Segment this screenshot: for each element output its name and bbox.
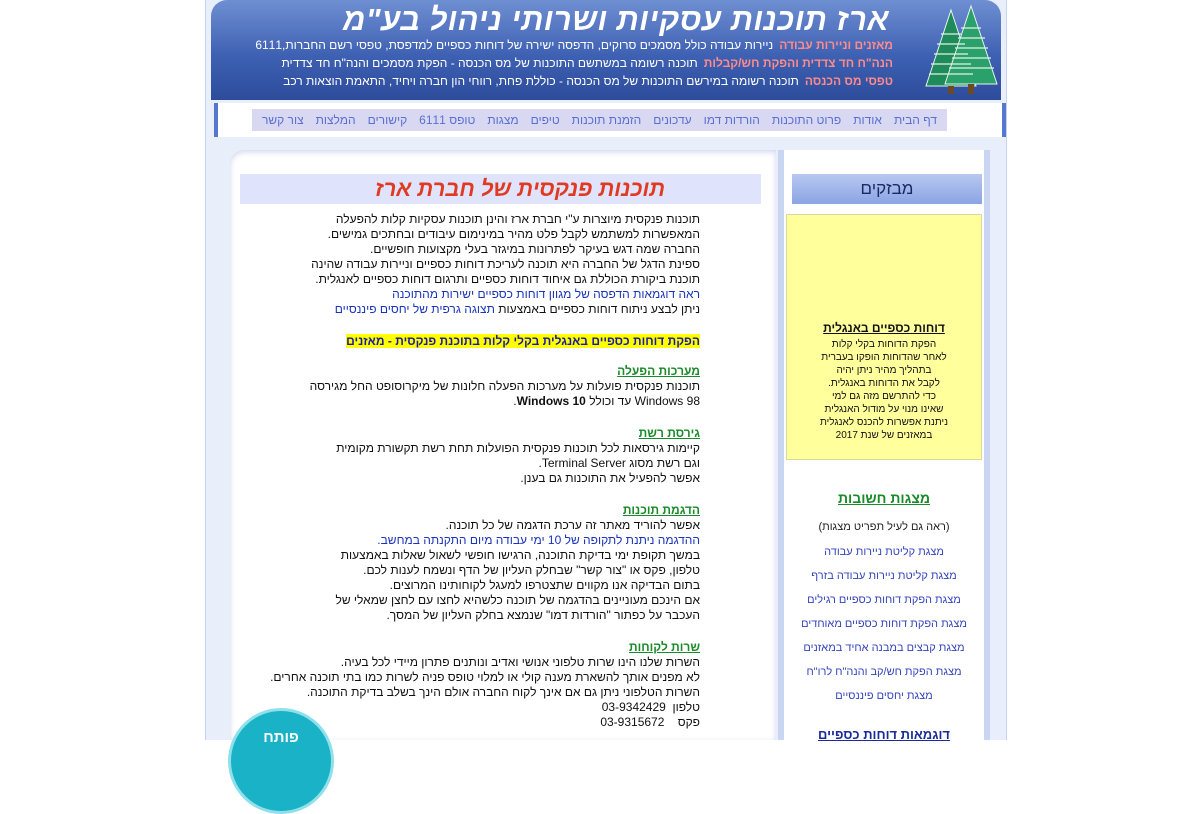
presentation-link[interactable]: מצגת יחסים פיננסיים	[835, 690, 933, 702]
header-highlight[interactable]: הנה"ח חד צדדית והפקת חש/קבלות	[703, 56, 893, 70]
page-frame	[205, 0, 1007, 746]
main-title-bar	[240, 174, 761, 204]
phone-label: טלפון	[672, 700, 700, 714]
financial-ratios-link[interactable]: תצוגה גרפית של יחסים פיננסיים	[334, 302, 495, 316]
presentation-link[interactable]: מצגת קליטת ניירות עבודה	[824, 546, 944, 558]
presentation-link[interactable]: מצגת הפקת דוחות כספיים רגילים	[807, 594, 961, 606]
print-samples-link[interactable]: ראה דוגמאות הדפסה של מגוון דוחות כספיים ישירות מהתוכנה	[392, 287, 700, 301]
nav-software-details[interactable]: פרוט התוכנות	[771, 113, 842, 127]
network-line: אפשר להפעיל את התוכנות גם בענן.	[520, 471, 700, 485]
main-content-panel	[230, 150, 776, 740]
promo-line: ניתנת אפשרות להכנס לאנגלית	[819, 417, 949, 428]
promo-title[interactable]: דוחות כספיים באנגלית	[823, 321, 945, 335]
header-line-bookkeeping	[281, 56, 893, 70]
nav-recommendations[interactable]: המלצות	[315, 113, 356, 127]
nav-links[interactable]: קישורים	[367, 113, 408, 127]
promo-line: לקבל את הדוחות באנגלית.	[828, 378, 940, 389]
header-highlight[interactable]: טפסי מס הכנסה	[804, 74, 893, 88]
promo-text	[787, 338, 981, 442]
nav-about[interactable]: אודות	[853, 113, 882, 127]
news-title-bar	[792, 174, 982, 204]
promo-line: במאזנים של שנת 2017	[835, 430, 933, 441]
main-title: תוכנות פנקסית של חברת ארז	[375, 176, 665, 201]
promo-line: בתהליך מהיר ניתן יהיה	[836, 365, 932, 376]
header-line-text: תוכנה רשומה במשתשם התוכנות של מס הכנסה - הפקת מסמכים והנה"ח חד צדדית	[281, 56, 698, 70]
intro-line: החברה שמה דגש בעיקר לפתרונות במיגזר בעלי מקצועות חופשיים.	[370, 242, 700, 256]
nav-updates[interactable]: עדכונים	[653, 113, 692, 127]
demo-line: אם הינכם מעוניינים בהדגמה של תוכנה כלשהיא לחצו עם לחצן שמאלי של	[335, 593, 700, 607]
nav-contact[interactable]: צור קשר	[261, 113, 304, 127]
nav-tips[interactable]: טיפים	[530, 113, 560, 127]
service-line: לא מפנים אותך להשארת מענה קולי או למלוי טופס פניה לשרות כמו בתי תוכנה אחרים.	[270, 670, 700, 684]
intro-line: תוכנת ביקורת הכוללת גם איחוד דוחות כספיים ותרגום דוחות כספיים לאנגלית.	[315, 272, 700, 286]
demo-line: העכבר על כפתור "הורדות דמו" שנמצא בחלק העליון של המסך.	[386, 608, 700, 622]
presentations-title[interactable]: מצגות חשובות	[837, 490, 931, 506]
demo-period-line: ההדגמה ניתנת לתקופה של 10 ימי עבודה מיום התקנתה במחשב.	[377, 533, 700, 547]
service-line: השרות הטלפוני ניתן גם אם אינך לקוח החברה אולם הינך בשלב בדיקת התוכנה.	[306, 685, 700, 699]
analysis-line	[230, 302, 700, 317]
chat-bubble-button[interactable]	[228, 708, 334, 814]
nav-form-6111[interactable]: טופס 6111	[419, 113, 476, 127]
main-nav	[214, 103, 1006, 137]
sidebar-inner	[784, 150, 984, 740]
os-line: תוכנות פנקסית פועלות על מערכות הפעלה חלונות של מיקרוסופט החל מגירסה	[309, 379, 700, 393]
phone-number: 03-9342429	[601, 700, 666, 714]
news-promo-box[interactable]	[786, 214, 982, 460]
service-section-title: שרות לקוחות	[629, 640, 700, 654]
presentation-link[interactable]: מצגת הפקת דוחות כספיים מאוחדים	[801, 618, 967, 630]
demo-line: בתום הבדיקה אנו מקווים שתצטרפו למעגל לקוחותינו המרוצים.	[389, 578, 700, 592]
demo-line: במשך תקופת ימי בדיקת התוכנה, הרגישו חופשי לשאול שאלות באמצעות	[340, 548, 700, 562]
main-text	[230, 212, 700, 730]
cedar-trees-logo	[901, 4, 1001, 94]
demo-line: אפשר להוריד מאתר זה ערכת הדגמה של כל תוכנה.	[445, 518, 700, 532]
analysis-prefix: ניתן לבצע ניתוח דוחות כספיים באמצעות	[498, 302, 700, 316]
service-line: השרות שלנו הינו שרות טלפוני אנושי ואדיב ונותנים פתרון מיידי לכל בעיה.	[340, 655, 700, 669]
promo-line: שאינו מנוי על מודול האנגלית	[824, 404, 944, 415]
presentation-link[interactable]: מצגת קליטת ניירות עבודה בזרף	[811, 570, 957, 582]
intro-line: תוכנות פנקסית מיוצרות ע"י חברת ארז והינן תוכנות עסקיות קלות להפעלה	[335, 212, 700, 226]
header-highlight[interactable]: מאזנים וניירות עבודה	[779, 38, 893, 52]
promo-line: לאחר שהדוחות הופקו בעברית	[821, 352, 947, 363]
presentations-note: (ראה גם לעיל תפריט מצגות)	[818, 521, 950, 533]
presentation-link[interactable]: מצגת הפקת חש/קב והנה"ח לרו"ח	[806, 666, 962, 678]
os-windows10: Windows 10	[516, 394, 586, 408]
header-line-balances	[255, 38, 893, 52]
network-line: וגם רשת מסוג Terminal Server.	[538, 456, 700, 470]
os-section-title: מערכות הפעלה	[617, 364, 700, 378]
demo-line: טלפון, פקס או "צור קשר" שבחלק העליון של הדף ונשמח לענות לכם.	[363, 563, 700, 577]
site-header	[211, 0, 1001, 100]
site-title: ארז תוכנות עסקיות ושרותי ניהול בע"מ	[342, 2, 889, 37]
fax-number: 03-9315672	[600, 715, 665, 729]
nav-order-software[interactable]: הזמנת תוכנות	[571, 113, 642, 127]
header-line-text: ניירות עבודה כולל מסמכים סרוקים, הדפסה ישירה של דוחות כספיים למדפסת, טפסי רשם החברות,6111	[255, 38, 774, 52]
demo-section-title: הדגמת תוכנות	[622, 503, 700, 517]
fax-label: פקס	[677, 715, 700, 729]
nav-bar	[252, 109, 947, 131]
english-reports-highlight[interactable]: הפקת דוחות כספיים באנגלית בקלי קלות בתוכנת פנקסית - מאזנים	[346, 334, 700, 348]
chat-bubble-label: פותח	[263, 729, 299, 746]
header-line-tax-forms	[283, 74, 893, 88]
header-line-text: תוכנה רשומה במירשם התוכנות של מס הכנסה - כוללת פחת, רווחי הון חברה ויחיד, התאמת הוצאות רכב	[283, 74, 799, 88]
os-line: Windows 98 עד וכולל Windows 10.	[513, 394, 700, 408]
promo-line: כדי להתרשם מזה גם למי	[831, 391, 937, 402]
os-line-prefix: Windows 98 עד וכולל	[589, 394, 700, 408]
sidebar	[778, 150, 990, 740]
nav-presentations[interactable]: מצגות	[487, 113, 519, 127]
intro-line: המאפשרות למשתמש לקבל פלט מהיר במינימום עיבודים ובחתכים גמישים.	[327, 227, 700, 241]
intro-line: ספינת הדגל של החברה היא תוכנה לעריכת דוחות כספיים וניירות עבודה שהינה	[311, 257, 700, 271]
promo-line: הפקת הדוחות בקלי קלות	[831, 339, 937, 350]
network-line: קיימות גירסאות לכל תוכנות פנקסית הפועלות תחת רשת תקשורת מקומית	[336, 441, 700, 455]
report-samples-title[interactable]: דוגמאות דוחות כספיים	[818, 727, 950, 742]
presentation-link[interactable]: מצגת קבצים במבנה אחיד במאזנים	[803, 642, 965, 654]
network-section-title: גירסת רשת	[638, 426, 700, 440]
nav-demo-downloads[interactable]: הורדות דמו	[703, 113, 760, 127]
news-title: מבזקים	[860, 179, 914, 198]
nav-home[interactable]: דף הבית	[893, 113, 937, 127]
